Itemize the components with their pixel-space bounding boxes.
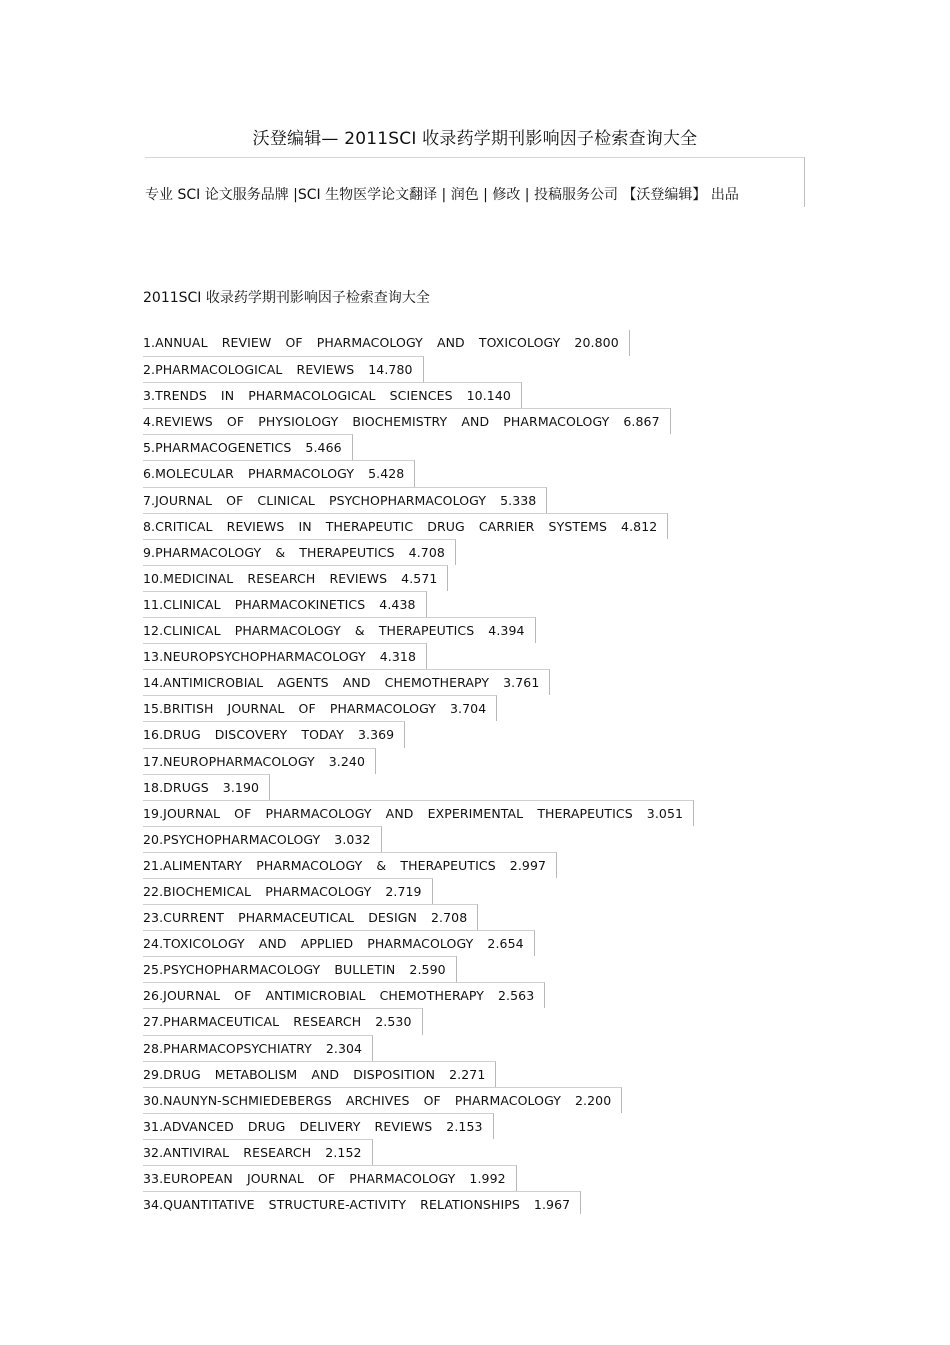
journal-row <box>143 695 497 721</box>
journal-name: 15.BRITISH JOURNAL OF PHARMACOLOGY <box>143 701 436 717</box>
impact-factor: 3.761 <box>503 675 540 691</box>
impact-factor: 2.590 <box>409 962 446 978</box>
journal-name: 33.EUROPEAN JOURNAL OF PHARMACOLOGY <box>143 1171 456 1186</box>
impact-factor: 2.997 <box>509 857 547 873</box>
impact-factor: 3.032 <box>334 831 371 847</box>
impact-factor: 2.563 <box>498 988 535 1004</box>
journal-row <box>143 956 457 982</box>
banner-text: 专业 SCI 论文服务品牌 |SCI 生物医学论文翻译 | 润色 | 修改 | 投稿服务公司 【沃登编辑】 出品 <box>145 187 739 203</box>
impact-factor: 6.867 <box>623 414 660 430</box>
journal-name: 4.REVIEWS OF PHYSIOLOGY BIOCHEMISTRY AND PHARMACOLOGY <box>143 414 610 430</box>
journal-row <box>143 565 448 591</box>
journal-name: 9.PHARMACOLOGY & THERAPEUTICS <box>143 544 395 560</box>
journal-row <box>143 539 456 565</box>
impact-factor: 5.338 <box>500 492 537 508</box>
journal-row <box>143 1035 373 1061</box>
journal-name: 5.PHARMACOGENETICS <box>143 440 292 456</box>
section-heading: 2011SCI 收录药学期刊影响因子检索查询大全 <box>143 290 430 306</box>
journal-row <box>143 617 536 643</box>
journal-row <box>143 356 424 382</box>
journal-name: 17.NEUROPHARMACOLOGY <box>143 753 315 769</box>
impact-factor: 4.318 <box>379 649 417 665</box>
journal-name: 26.JOURNAL OF ANTIMICROBIAL CHEMOTHERAPY <box>143 988 484 1004</box>
journal-row <box>143 1191 581 1214</box>
journal-name: 31.ADVANCED DRUG DELIVERY REVIEWS <box>143 1118 433 1134</box>
journal-name: 12.CLINICAL PHARMACOLOGY & THERAPEUTICS <box>143 623 475 639</box>
journal-name: 8.CRITICAL REVIEWS IN THERAPEUTIC DRUG CARRIER SYSTEMS <box>143 518 608 534</box>
journal-name: 23.CURRENT PHARMACEUTICAL DESIGN <box>143 910 417 926</box>
journal-row <box>143 643 427 669</box>
impact-factor: 4.394 <box>488 623 525 639</box>
journal-row <box>143 852 557 878</box>
journal-name: 20.PSYCHOPHARMACOLOGY <box>143 831 321 847</box>
journal-row <box>143 904 478 930</box>
impact-factor: 4.438 <box>379 596 416 612</box>
journal-name: 24.TOXICOLOGY AND APPLIED PHARMACOLOGY <box>143 936 474 952</box>
impact-factor: 2.152 <box>325 1144 362 1160</box>
journal-row <box>143 1165 517 1191</box>
journal-name: 30.NAUNYN-SCHMIEDEBERGS ARCHIVES OF PHARMACOLOGY <box>143 1092 561 1108</box>
journal-name: 1.ANNUAL REVIEW OF PHARMACOLOGY AND TOXICOLOGY <box>143 335 561 350</box>
impact-factor: 2.530 <box>375 1014 412 1030</box>
impact-factor: 2.304 <box>325 1040 363 1056</box>
impact-factor: 5.466 <box>305 440 342 456</box>
journal-name: 18.DRUGS <box>143 779 209 795</box>
journal-name: 25.PSYCHOPHARMACOLOGY BULLETIN <box>143 962 396 978</box>
impact-factor: 3.190 <box>222 779 260 795</box>
journal-row <box>143 434 353 460</box>
journal-row <box>143 1139 373 1165</box>
journal-row <box>143 330 630 356</box>
journal-row <box>143 513 668 539</box>
journal-name: 7.JOURNAL OF CLINICAL PSYCHOPHARMACOLOGY <box>143 492 487 508</box>
journal-name: 11.CLINICAL PHARMACOKINETICS <box>143 596 366 612</box>
journal-name: 3.TRENDS IN PHARMACOLOGICAL SCIENCES <box>143 388 453 404</box>
journal-row <box>143 930 535 956</box>
journal-row <box>143 487 547 513</box>
journal-name: 28.PHARMACOPSYCHIATRY <box>143 1040 312 1056</box>
impact-factor: 3.051 <box>646 805 684 821</box>
journal-name: 34.QUANTITATIVE STRUCTURE-ACTIVITY RELATIONSHIPS <box>143 1197 520 1213</box>
impact-factor: 1.992 <box>469 1171 506 1186</box>
impact-factor: 4.708 <box>408 544 445 560</box>
journal-row <box>143 826 382 852</box>
journal-name: 27.PHARMACEUTICAL RESEARCH <box>143 1014 362 1030</box>
impact-factor: 3.369 <box>357 727 395 743</box>
journal-name: 19.JOURNAL OF PHARMACOLOGY AND EXPERIMENTAL THERAPEUTICS <box>143 805 633 821</box>
journal-row <box>143 982 545 1008</box>
journal-name: 21.ALIMENTARY PHARMACOLOGY & THERAPEUTICS <box>143 857 496 873</box>
impact-factor: 4.571 <box>401 570 438 586</box>
journal-row <box>143 721 405 747</box>
impact-factor: 1.967 <box>533 1197 571 1213</box>
journal-name: 14.ANTIMICROBIAL AGENTS AND CHEMOTHERAPY <box>143 675 490 691</box>
journal-row <box>143 669 550 695</box>
journal-row <box>143 748 376 774</box>
journal-name: 2.PHARMACOLOGICAL REVIEWS <box>143 362 355 378</box>
impact-factor: 2.654 <box>487 936 524 952</box>
journal-row <box>143 1061 496 1087</box>
journal-row <box>143 878 433 904</box>
impact-factor: 5.428 <box>368 466 405 482</box>
journal-row <box>143 774 270 800</box>
impact-factor: 3.240 <box>328 753 366 769</box>
journal-row <box>143 800 694 826</box>
journal-row <box>143 1087 622 1113</box>
journal-name: 32.ANTIVIRAL RESEARCH <box>143 1144 312 1160</box>
journal-row <box>143 591 427 617</box>
journal-row <box>143 1113 494 1139</box>
journal-row <box>143 408 671 434</box>
impact-factor: 4.812 <box>621 518 658 534</box>
document-title: 沃登编辑— 2011SCI 收录药学期刊影响因子检索查询大全 <box>252 129 698 149</box>
journal-row <box>143 382 522 408</box>
journal-name: 29.DRUG METABOLISM AND DISPOSITION <box>143 1066 436 1082</box>
journal-name: 16.DRUG DISCOVERY TODAY <box>143 727 344 743</box>
impact-factor: 3.704 <box>449 701 487 717</box>
impact-factor: 2.153 <box>446 1118 483 1134</box>
journal-row <box>143 1008 423 1034</box>
impact-factor: 10.140 <box>466 388 511 404</box>
journal-row <box>143 460 415 486</box>
journal-name: 6.MOLECULAR PHARMACOLOGY <box>143 466 355 482</box>
journal-list <box>143 330 694 1214</box>
journal-name: 10.MEDICINAL RESEARCH REVIEWS <box>143 570 388 586</box>
impact-factor: 2.271 <box>449 1066 486 1082</box>
journal-name: 13.NEUROPSYCHOPHARMACOLOGY <box>143 649 366 665</box>
journal-name: 22.BIOCHEMICAL PHARMACOLOGY <box>143 883 372 899</box>
impact-factor: 20.800 <box>574 335 619 350</box>
impact-factor: 2.719 <box>385 883 422 899</box>
impact-factor: 2.708 <box>430 910 468 926</box>
impact-factor: 2.200 <box>574 1092 612 1108</box>
impact-factor: 14.780 <box>368 362 413 378</box>
